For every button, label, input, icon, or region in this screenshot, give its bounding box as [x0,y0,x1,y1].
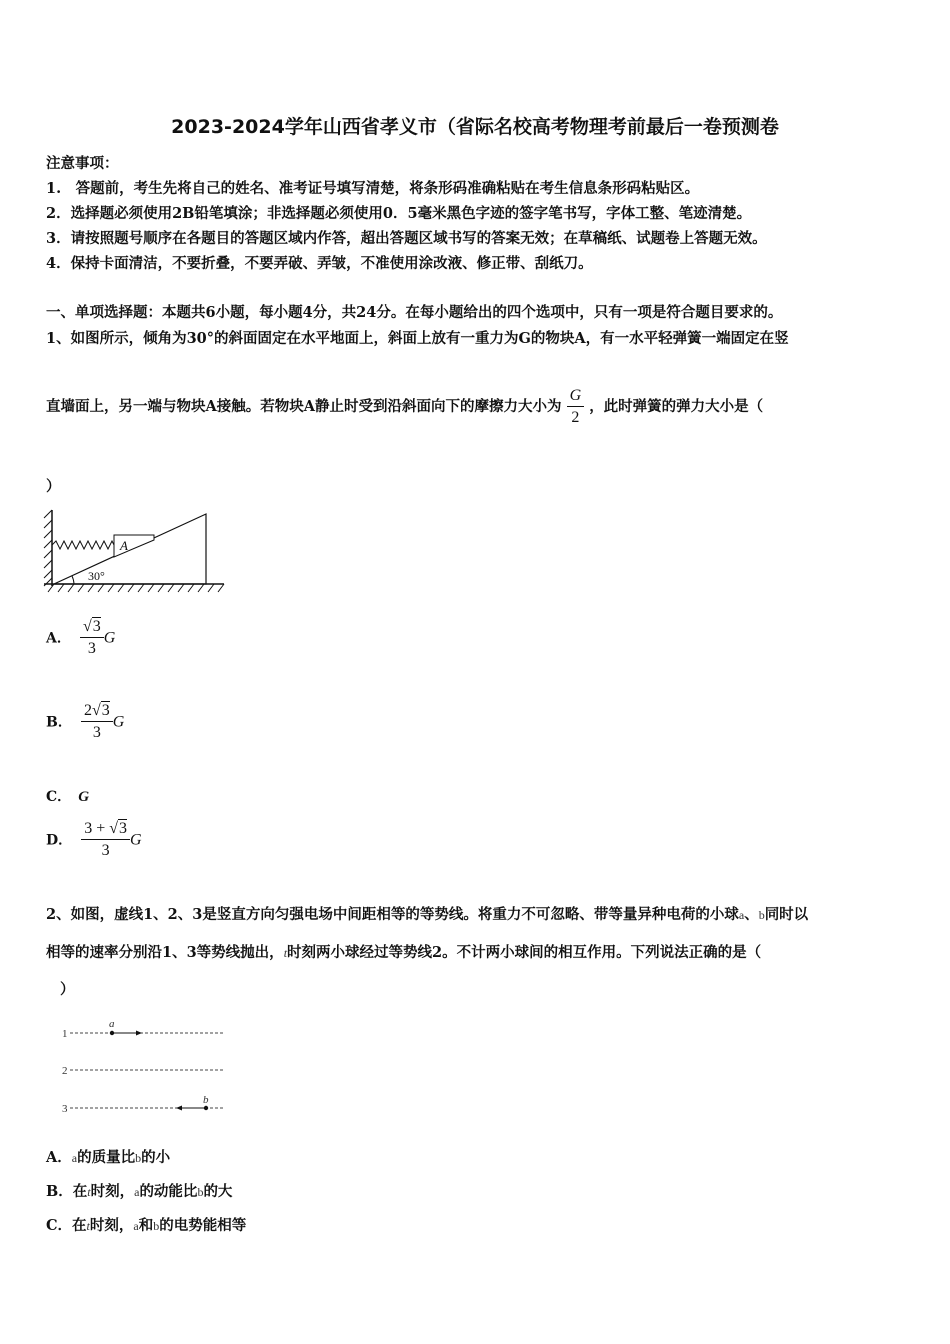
option-label: A． [46,630,71,647]
notice-heading: 注意事项： [46,155,119,172]
var-t: t [283,946,288,960]
var-b: b [135,1151,142,1165]
option-label: B． [46,714,72,731]
q2-option-c[interactable] [46,1214,246,1235]
var-a: a [738,908,745,922]
ground [44,584,224,592]
separator: 、 [744,906,759,923]
ball-b-label: b [203,1094,209,1106]
fraction-denominator: 3 [101,842,110,859]
option-text: 的电势能相等 [159,1217,247,1234]
incline-spring-figure [40,508,230,594]
fraction-numerator: 2√3 [81,702,113,722]
option-label: B． [46,1183,73,1200]
fraction-denominator: 2 [571,409,580,426]
fraction-denominator: 3 [92,724,101,741]
option-fraction [81,702,113,742]
q1-option-b[interactable] [46,702,124,742]
q1-stem-line1: 1、如图所示，倾角为30°的斜面固定在水平地面上，斜面上放有一重力为G的物块A，有一水平轻弹簧一端固定在竖 [46,330,789,347]
var-t: t [87,1185,91,1199]
option-text: 时刻， [90,1183,135,1200]
option-text: 在 [72,1183,88,1200]
option-variable: G [103,629,116,647]
sqrt-radicand: 3 [101,702,110,719]
notice-item: 4．保持卡面清洁，不要折叠，不要弄破、弄皱，不准使用涂改液、修正带、刮纸刀。 [46,255,593,272]
section-heading: 一、单项选择题：本题共6小题，每小题4分，共24分。在每小题给出的四个选项中，只有一项是符合题目要求的。 [46,304,783,321]
page-title: 2023-2024学年山西省孝义市（省际名校高考物理考前最后一卷预测卷 [171,116,779,138]
q2-stem-line3: ） [60,981,75,998]
q1-stem-line2-b: ，此时弹簧的弹力大小是（ [589,398,764,415]
line-label-1: 1 [62,1028,68,1040]
coefficient: 2 [83,702,92,719]
option-text: 的大 [203,1183,233,1200]
q2-stem-line1-a: 2、如图，虚线1、2、3是竖直方向匀强电场中间距相等的等势线。将重力不可忽略、带等量异种电荷的小球 [46,906,739,923]
q1-option-c[interactable] [46,786,89,806]
q2-option-a[interactable] [46,1146,170,1167]
q1-friction-fraction [567,387,585,427]
option-text: 的小 [141,1149,171,1166]
option-label: C． [46,789,72,805]
sqrt-radicand: 3 [92,618,101,635]
coefficient: 3 + [84,820,110,837]
notice-item: 1. 答题前，考生先将自己的姓名、准考证号填写清楚，将条形码准确粘贴在考生信息条形码粘贴区。 [46,180,700,197]
var-a: a [134,1185,140,1199]
option-text: 时刻， [89,1217,134,1234]
angle-label: 30° [88,569,105,583]
line-label-3: 3 [62,1103,68,1115]
var-a: a [133,1219,139,1233]
sqrt-radicand: 3 [119,820,128,837]
fraction-numerator: 3 + √3 [81,820,130,840]
var-b: b [197,1185,204,1199]
q2-option-b[interactable] [46,1180,232,1201]
option-variable: G [130,831,142,849]
q1-option-a[interactable] [46,618,115,658]
equipotential-figure [58,1014,228,1118]
option-fraction [81,820,130,860]
var-b: b [153,1219,160,1233]
q2-stem-line2-a: 相等的速率分别沿1、3等势线抛出， [46,944,284,961]
var-t: t [86,1219,90,1233]
var-a: a [71,1151,78,1165]
option-text: 在 [72,1217,87,1234]
angle-arc [72,576,74,584]
option-variable: G [112,713,125,731]
ball-a-label: a [109,1018,115,1030]
q2-stem-line1 [46,903,808,924]
q1-option-d[interactable] [46,820,142,860]
spring [52,541,114,549]
q1-stem-line3: ） [46,478,61,495]
q2-stem-line2-b: 时刻两小球经过等势线2。不计两小球间的相互作用。下列说法正确的是（ [287,944,762,961]
q2-stem-line2 [46,941,761,962]
fraction-denominator: 3 [87,640,96,657]
option-label: A． [46,1149,72,1166]
option-text: 的质量比 [77,1149,136,1166]
arrowhead-a-icon [136,1031,142,1036]
wall [44,510,52,586]
option-variable: G [78,789,90,805]
option-label: D． [46,832,73,849]
fraction-numerator: √3 [80,618,104,638]
option-label: C． [46,1217,73,1234]
q2-stem-line1-b: 同时以 [764,906,809,923]
q1-stem-line2 [46,387,763,427]
var-b: b [758,908,765,922]
option-fraction [80,618,104,658]
option-text: 的动能比 [139,1183,198,1200]
notice-item: 3．请按照题号顺序在各题目的答题区域内作答，超出答题区域书写的答案无效；在草稿纸、试题卷上答题无效。 [46,230,767,247]
fraction-numerator: G [567,387,585,407]
option-text: 和 [138,1217,154,1234]
line-label-2: 2 [62,1065,68,1077]
block-label: A [120,538,128,553]
notice-item: 2．选择题必须使用2B铅笔填涂；非选择题必须使用0．5毫米黑色字迹的签字笔书写，字体工整、笔迹清楚。 [46,205,752,222]
arrowhead-b-icon [176,1106,182,1111]
q1-stem-line2-a: 直墙面上，另一端与物块A接触。若物块A静止时受到沿斜面向下的摩擦力大小为 [46,398,562,415]
